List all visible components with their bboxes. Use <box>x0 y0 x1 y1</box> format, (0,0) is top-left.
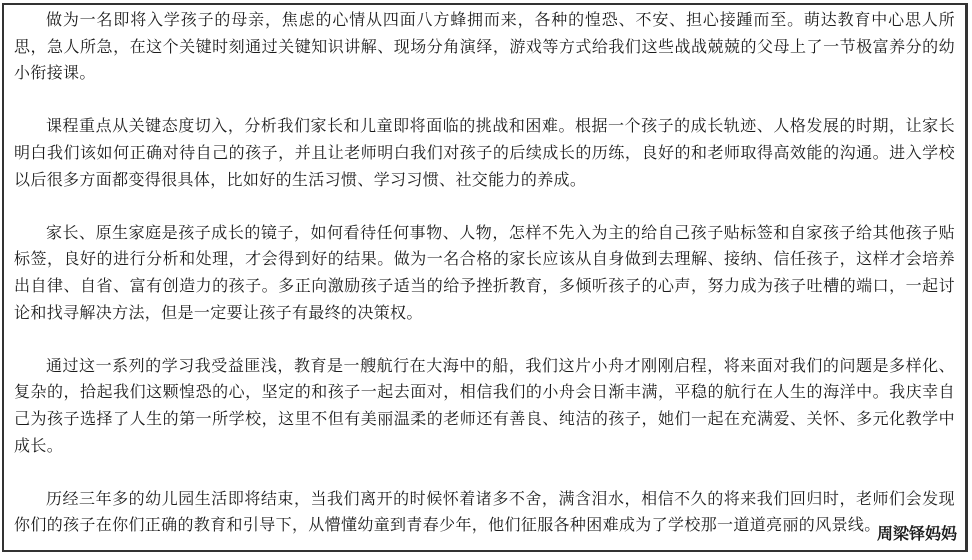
paragraph-2: 课程重点从关键态度切入，分析我们家长和儿童即将面临的挑战和困难。根据一个孩子的成长轨迹、人格发展的时期，让家长明白我们该如何正确对待自己的孩子，并且让老师明白我们对孩子的后续成长的历练，良好的和老师取得高效能的沟通。进入学校以后很多方面都变得很具体，比如好的生活习惯、学习习惯、社交能力的养成。 <box>14 116 955 189</box>
letter-body <box>14 7 955 552</box>
paragraph-4: 通过这一系列的学习我受益匪浅，教育是一艘航行在大海中的船，我们这片小舟才刚刚启程，将来面对我们的问题是多样化、复杂的，拾起我们这颗惶恐的心，坚定的和孩子一起去面对，相信我们的小舟会日渐丰满，平稳的航行在人生的海洋中。我庆幸自己为孩子选择了人生的第一所学校，这里不但有美丽温柔的老师还有善良、纯洁的孩子，她们一起在充满爱、关怀、多元化教学中成长。 <box>14 355 955 455</box>
letter-document <box>2 3 968 552</box>
paragraph-1: 做为一名即将入学孩子的母亲，焦虑的心情从四面八方蜂拥而来，各种的惶恐、不安、担心接踵而至。萌达教育中心思人所思，急人所急，在这个关键时刻通过关键知识讲解、现场分角演绎，游戏等方式给我们这些战战兢兢的父母上了一节极富养分的幼小衔接课。 <box>14 10 955 83</box>
signature: 周梁铎妈妈 <box>876 524 957 543</box>
paragraph-5: 历经三年多的幼儿园生活即将结束，当我们离开的时候怀着诸多不舍，满含泪水，相信不久的将来我们回归时，老师们会发现你们的孩子在你们正确的教育和引导下，从懵懂幼童到青春少年，他们征服各种困难成为了学校那一道道亮丽的风景线。 <box>14 488 955 535</box>
paragraph-3: 家长、原生家庭是孩子成长的镜子，如何看待任何事物、人物，怎样不先入为主的给自己孩子贴标签和自家孩子给其他孩子贴标签，良好的进行分析和处理，才会得到好的结果。做为一名合格的家长应该从自身做到去理解、接纳、信任孩子，这样才会培养出自律、自省、富有创造力的孩子。多正向激励孩子适当的给予挫折教育，多倾听孩子的心声，努力成为孩子吐槽的端口，一起讨论和找寻解决方法，但是一定要让孩子有最终的决策权。 <box>14 222 955 322</box>
